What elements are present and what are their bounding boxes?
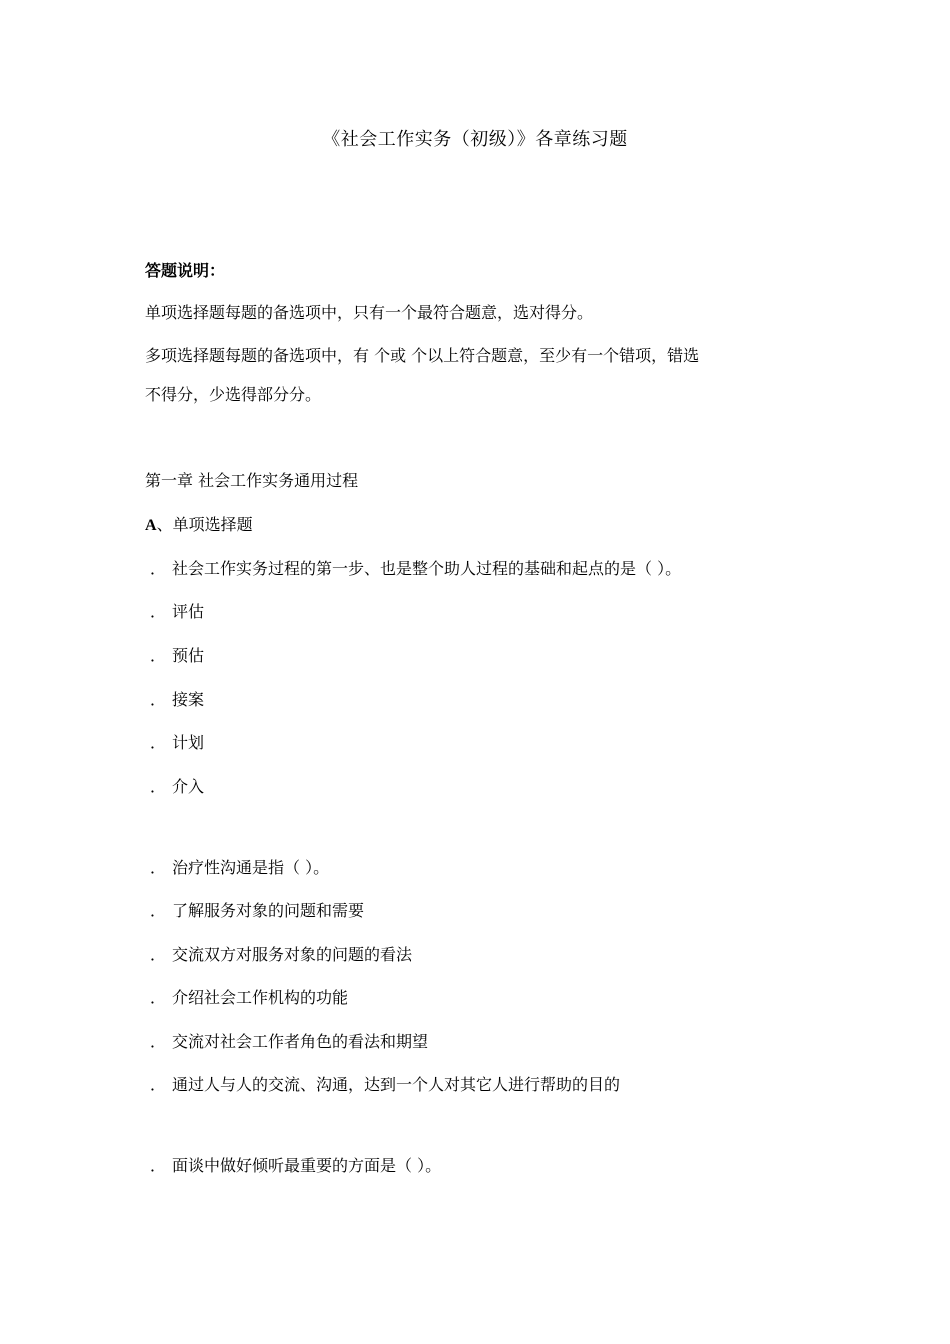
multi-choice-instruction-line2: 不得分，少选得部分分。 xyxy=(145,385,322,404)
multi-choice-instruction-line1: 多项选择题每题的备选项中，有 个或 个以上符合题意，至少有一个错项，错选 xyxy=(145,346,700,365)
chapter-title: 第一章 社会工作实务通用过程 xyxy=(145,471,359,490)
option-text: 接案 xyxy=(172,690,205,709)
answer-option xyxy=(150,986,348,1010)
single-choice-instruction: 单项选择题每题的备选项中，只有一个最符合题意，选对得分。 xyxy=(145,303,594,322)
option-text: 评估 xyxy=(172,602,205,621)
section-letter: A xyxy=(145,517,157,534)
instructions-heading: 答题说明： xyxy=(145,261,226,280)
option-text: 了解服务对象的问题和需要 xyxy=(172,901,365,920)
item-marker: ． xyxy=(150,646,167,665)
option-text: 交流双方对服务对象的问题的看法 xyxy=(172,945,413,964)
answer-option xyxy=(150,1073,620,1097)
option-text: 通过人与人的交流、沟通，达到一个人对其它人进行帮助的目的 xyxy=(172,1075,621,1094)
section-title xyxy=(145,513,253,538)
item-marker: ． xyxy=(150,733,167,752)
option-text: 介绍社会工作机构的功能 xyxy=(172,988,349,1007)
option-text: 计划 xyxy=(172,733,205,752)
answer-option xyxy=(150,600,204,624)
answer-option xyxy=(150,688,204,712)
answer-option xyxy=(150,644,204,668)
document-title: 《社会工作实务（初级）》各章练习题 xyxy=(322,129,628,150)
item-marker: ． xyxy=(150,988,167,1007)
item-marker: ． xyxy=(150,945,167,964)
item-marker: ． xyxy=(150,690,167,709)
option-text: 介入 xyxy=(172,777,205,796)
answer-option xyxy=(150,1030,428,1054)
answer-option xyxy=(150,731,204,755)
question-stem xyxy=(150,1154,441,1178)
item-marker: ． xyxy=(150,559,167,578)
answer-option xyxy=(150,899,364,923)
question-text: 面谈中做好倾听最重要的方面是（ ）。 xyxy=(172,1156,442,1175)
item-marker: ． xyxy=(150,777,167,796)
question-text: 社会工作实务过程的第一步、也是整个助人过程的基础和起点的是（ ）。 xyxy=(172,559,682,578)
item-marker: ． xyxy=(150,901,167,920)
question-text: 治疗性沟通是指（ ）。 xyxy=(172,858,330,877)
item-marker: ． xyxy=(150,858,167,877)
option-text: 交流对社会工作者角色的看法和期望 xyxy=(172,1032,429,1051)
option-text: 预估 xyxy=(172,646,205,665)
item-marker: ． xyxy=(150,602,167,621)
section-label: 、单项选择题 xyxy=(156,515,253,534)
item-marker: ． xyxy=(150,1156,167,1175)
question-stem xyxy=(150,557,681,581)
answer-option xyxy=(150,943,412,967)
item-marker: ． xyxy=(150,1075,167,1094)
answer-option xyxy=(150,775,204,799)
question-stem xyxy=(150,856,329,880)
item-marker: ． xyxy=(150,1032,167,1051)
